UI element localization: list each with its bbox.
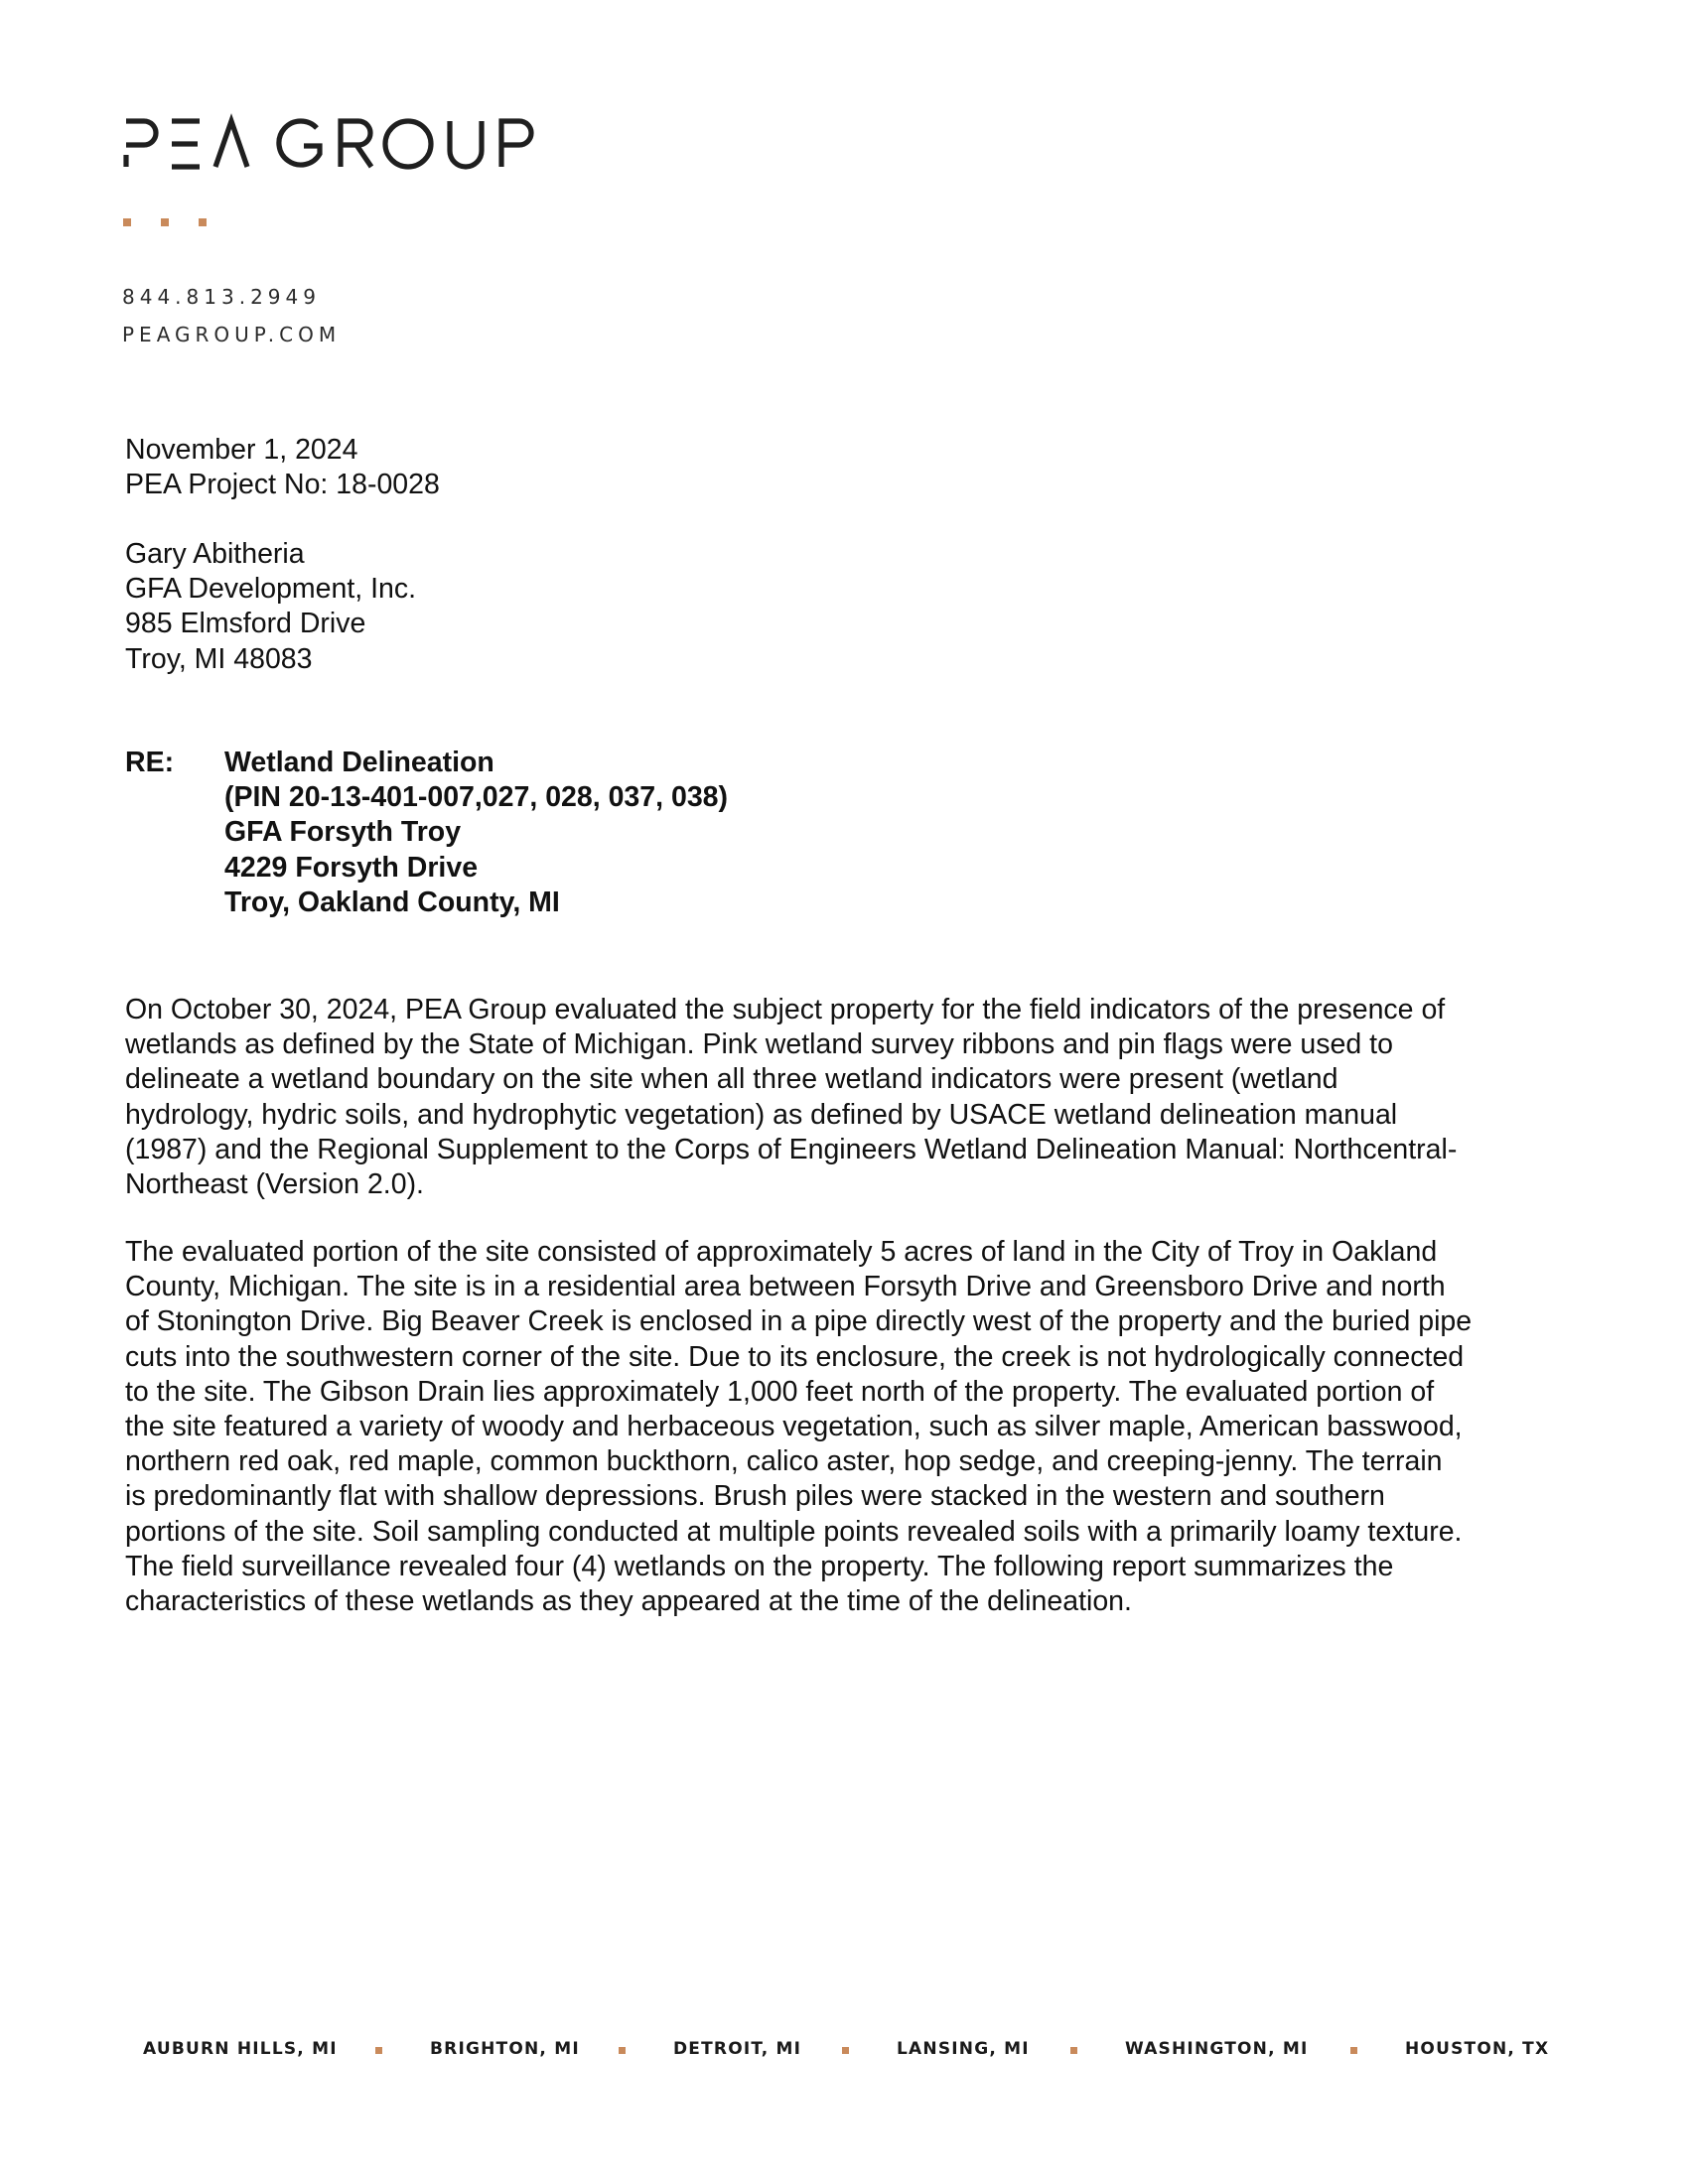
subject-line: Wetland Delineation bbox=[224, 747, 494, 778]
paragraph-line: On October 30, 2024, PEA Group evaluated the subject property for the field indicators of the presence of bbox=[125, 994, 1446, 1025]
paragraph-line: northern red oak, red maple, common buckthorn, calico aster, hop sedge, and creeping-jenny. The terrain bbox=[125, 1445, 1443, 1478]
paragraph-line: of Stonington Drive. Big Beaver Creek is enclosed in a pipe directly west of the property and the buried pipe bbox=[125, 1305, 1473, 1338]
recipient-company: GFA Development, Inc. bbox=[125, 573, 417, 606]
footer-separator bbox=[619, 2047, 626, 2054]
subject-line: Troy, Oakland County, MI bbox=[224, 886, 560, 918]
office-location: AUBURN HILLS, MI bbox=[143, 2039, 338, 2059]
letter-date: November 1, 2024 bbox=[125, 434, 358, 466]
accent-dot bbox=[199, 218, 207, 226]
footer-offices bbox=[0, 2039, 1688, 2069]
office-location: WASHINGTON, MI bbox=[1125, 2039, 1309, 2059]
footer-separator bbox=[375, 2047, 382, 2054]
paragraph-line: Northeast (Version 2.0). bbox=[125, 1168, 424, 1201]
accent-dot bbox=[161, 218, 169, 226]
paragraph-line: is predominantly flat with shallow depressions. Brush piles were stacked in the western and southern bbox=[125, 1480, 1385, 1513]
paragraph-line: The field surveillance revealed four (4) wetlands on the property. The following report summarizes the bbox=[125, 1550, 1394, 1582]
recipient-address bbox=[125, 537, 416, 677]
paragraph-line: wetlands as defined by the State of Michigan. Pink wetland survey ribbons and pin flags were used to bbox=[125, 1028, 1393, 1061]
subject-line: GFA Forsyth Troy bbox=[224, 816, 462, 849]
contact-info bbox=[122, 278, 341, 353]
subject-label: RE: bbox=[125, 747, 175, 778]
paragraph-line: cuts into the southwestern corner of the site. Due to its enclosure, the creek is not hydrologically connected bbox=[125, 1340, 1465, 1373]
phone-number: 844.813.2949 bbox=[122, 285, 321, 309]
recipient-name: Gary Abitheria bbox=[125, 538, 305, 570]
recipient-city: Troy, MI 48083 bbox=[125, 642, 313, 675]
body-paragraph-1 bbox=[125, 993, 1575, 1202]
paragraph-line: characteristics of these wetlands as they appeared at the time of the delineation. bbox=[125, 1585, 1132, 1618]
paragraph-line: portions of the site. Soil sampling conducted at multiple points revealed soils with a primarily loamy texture. bbox=[125, 1515, 1463, 1548]
paragraph-line: The evaluated portion of the site consisted of approximately 5 acres of land in the City of Troy in Oakland bbox=[125, 1236, 1438, 1268]
recipient-street: 985 Elmsford Drive bbox=[125, 608, 366, 640]
subject-lines bbox=[224, 746, 728, 920]
paragraph-line: delineate a wetland boundary on the site when all three wetland indicators were present (wetland bbox=[125, 1063, 1338, 1096]
paragraph-line: the site featured a variety of woody and herbaceous vegetation, such as silver maple, American basswood, bbox=[125, 1411, 1463, 1443]
accent-dot bbox=[123, 218, 131, 226]
subject-line: 4229 Forsyth Drive bbox=[224, 851, 479, 884]
office-location: LANSING, MI bbox=[897, 2039, 1030, 2059]
paragraph-line: County, Michigan. The site is in a residential area between Forsyth Drive and Greensboro Drive and north bbox=[125, 1271, 1446, 1303]
date-block bbox=[125, 433, 440, 502]
footer-separator bbox=[1350, 2047, 1357, 2054]
footer-separator bbox=[842, 2047, 849, 2054]
office-location: BRIGHTON, MI bbox=[430, 2039, 580, 2059]
body-paragraph-2 bbox=[125, 1235, 1575, 1619]
project-number: PEA Project No: 18-0028 bbox=[125, 469, 440, 501]
pea-group-logo bbox=[122, 111, 539, 181]
logo-accent-dots bbox=[123, 218, 222, 228]
paragraph-line: to the site. The Gibson Drain lies approximately 1,000 feet north of the property. The evaluated portion of bbox=[125, 1375, 1435, 1408]
subject-line: (PIN 20-13-401-007,027, 028, 037, 038) bbox=[224, 781, 729, 814]
office-location: HOUSTON, TX bbox=[1405, 2039, 1550, 2059]
footer-separator bbox=[1070, 2047, 1077, 2054]
paragraph-line: (1987) and the Regional Supplement to the Corps of Engineers Wetland Delineation Manual: Northcentral- bbox=[125, 1133, 1458, 1165]
office-location: DETROIT, MI bbox=[673, 2039, 802, 2059]
website: PEAGROUP.COM bbox=[122, 323, 342, 346]
paragraph-line: hydrology, hydric soils, and hydrophytic vegetation) as defined by USACE wetland delineation manual bbox=[125, 1098, 1398, 1131]
